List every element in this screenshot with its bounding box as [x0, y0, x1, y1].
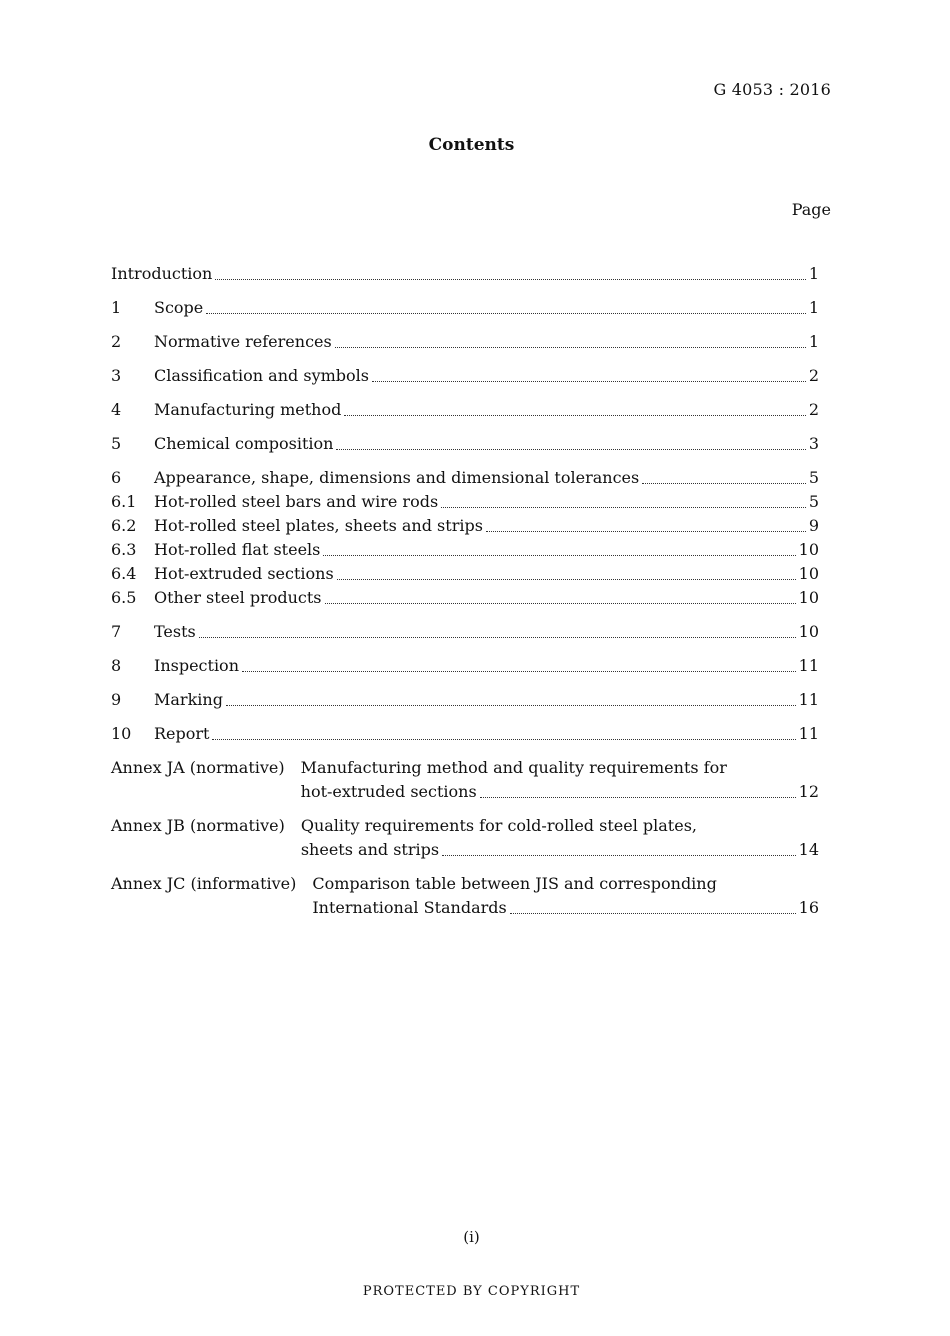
dot-leader — [323, 554, 795, 556]
toc-entry-page: 11 — [798, 656, 819, 675]
toc-entry-number: 10 — [111, 724, 132, 743]
toc-entry-other-products[interactable] — [111, 586, 819, 610]
toc-entry-marking[interactable] — [111, 688, 819, 712]
toc-entry-classification[interactable] — [111, 364, 819, 388]
toc-entry-page: 11 — [798, 690, 819, 709]
toc-entry-label: Scope — [154, 298, 204, 317]
toc-entry-page: 11 — [798, 724, 819, 743]
toc-annex-ja[interactable] — [111, 756, 819, 804]
toc-entry-page: 10 — [798, 588, 819, 607]
toc-entry-label: Classification and symbols — [154, 366, 369, 385]
copyright-notice: PROTECTED BY COPYRIGHT — [362, 1284, 581, 1299]
toc-entry-label: Hot-rolled steel plates, sheets and strips — [154, 516, 483, 535]
toc-entry-manufacturing-method[interactable] — [111, 398, 819, 422]
annex-title-line: Comparison table between JIS and corresponding — [312, 874, 717, 893]
toc-entry-tests[interactable] — [111, 620, 819, 644]
toc-entry-label: Introduction — [111, 264, 213, 283]
toc-entry-number: 1 — [111, 298, 122, 317]
toc-entry-number: 6.3 — [111, 540, 137, 559]
table-of-contents — [111, 262, 819, 920]
toc-entry-number: 6.1 — [111, 492, 137, 511]
annex-label: Annex JA (normative) — [111, 758, 285, 777]
toc-entry-label: Hot-extruded sections — [154, 564, 334, 583]
dot-leader — [480, 796, 796, 798]
annex-title-line: Manufacturing method and quality requirements for — [300, 758, 727, 777]
toc-entry-report[interactable] — [111, 722, 819, 746]
dot-leader — [199, 636, 796, 638]
dot-leader — [335, 346, 806, 348]
toc-entry-page: 1 — [808, 332, 819, 351]
annex-title — [301, 756, 819, 804]
toc-entry-number: 3 — [111, 366, 122, 385]
page-title: Contents — [428, 135, 515, 155]
toc-entry-number: 2 — [111, 332, 122, 351]
toc-entry-label: Hot-rolled flat steels — [154, 540, 321, 559]
dot-leader — [486, 530, 806, 532]
document-id: G 4053 : 2016 — [713, 80, 831, 99]
dot-leader — [226, 704, 796, 706]
toc-entry-number: 6.4 — [111, 564, 137, 583]
annex-title-line: Quality requirements for cold-rolled steel plates, — [300, 816, 697, 835]
toc-entry-number: 4 — [111, 400, 122, 419]
dot-leader — [215, 278, 805, 280]
annex-title-last-line — [301, 838, 819, 862]
toc-entry-label: Other steel products — [154, 588, 322, 607]
page-folio: (i) — [463, 1228, 480, 1246]
toc-entry-number: 7 — [111, 622, 122, 641]
toc-entry-page: 9 — [808, 516, 819, 535]
dot-leader — [510, 912, 796, 914]
toc-entry-page: 5 — [808, 468, 819, 487]
toc-entry-normative-references[interactable] — [111, 330, 819, 354]
toc-entry-plates-sheets-strips[interactable] — [111, 514, 819, 538]
toc-entry-label: Tests — [154, 622, 196, 641]
annex-title-line: sheets and strips — [300, 840, 440, 859]
toc-entry-page: 1 — [808, 264, 819, 283]
toc-entry-page: 1 — [808, 298, 819, 317]
annex-title-last-line — [301, 780, 819, 804]
dot-leader — [642, 482, 806, 484]
dot-leader — [442, 854, 796, 856]
dot-leader — [325, 602, 796, 604]
dot-leader — [206, 312, 806, 314]
toc-entry-page: 2 — [808, 366, 819, 385]
toc-entry-page: 2 — [808, 400, 819, 419]
annex-title — [312, 872, 819, 920]
annex-title — [301, 814, 819, 862]
toc-entry-appearance[interactable] — [111, 466, 819, 490]
toc-entry-chemical-composition[interactable] — [111, 432, 819, 456]
page-column-heading: Page — [791, 200, 831, 219]
toc-entry-page: 10 — [798, 622, 819, 641]
annex-label: Annex JC (informative) — [111, 874, 297, 893]
toc-entry-number: 6.5 — [111, 588, 137, 607]
toc-entry-page: 16 — [798, 898, 819, 917]
annex-label: Annex JB (normative) — [111, 816, 285, 835]
dot-leader — [441, 506, 806, 508]
toc-entry-label: Marking — [154, 690, 223, 709]
dot-leader — [337, 578, 796, 580]
toc-entry-bars-wire-rods[interactable] — [111, 490, 819, 514]
toc-entry-number: 5 — [111, 434, 122, 453]
dot-leader — [372, 380, 806, 382]
toc-entry-extruded-sections[interactable] — [111, 562, 819, 586]
toc-entry-page: 5 — [808, 492, 819, 511]
toc-entry-page: 14 — [798, 840, 819, 859]
dot-leader — [242, 670, 796, 672]
toc-entry-number: 9 — [111, 690, 122, 709]
toc-entry-introduction[interactable] — [111, 262, 819, 286]
toc-entry-number: 8 — [111, 656, 122, 675]
toc-entry-page: 10 — [798, 540, 819, 559]
toc-entry-label: Normative references — [154, 332, 332, 351]
toc-entry-number: 6.2 — [111, 516, 137, 535]
annex-title-line: International Standards — [312, 898, 507, 917]
toc-entry-page: 10 — [798, 564, 819, 583]
annex-title-line: hot-extruded sections — [300, 782, 477, 801]
toc-entry-label: Hot-rolled steel bars and wire rods — [154, 492, 439, 511]
toc-entry-flat-steels[interactable] — [111, 538, 819, 562]
toc-entry-page: 12 — [798, 782, 819, 801]
dot-leader — [344, 414, 805, 416]
toc-entry-page: 3 — [808, 434, 819, 453]
toc-entry-inspection[interactable] — [111, 654, 819, 678]
toc-annex-jb[interactable] — [111, 814, 819, 862]
toc-annex-jc[interactable] — [111, 872, 819, 920]
toc-entry-label: Chemical composition — [154, 434, 334, 453]
toc-entry-label: Manufacturing method — [154, 400, 342, 419]
toc-entry-label: Report — [154, 724, 210, 743]
dot-leader — [336, 448, 805, 450]
toc-entry-scope[interactable] — [111, 296, 819, 320]
toc-entry-number: 6 — [111, 468, 122, 487]
toc-entry-label: Appearance, shape, dimensions and dimensional tolerances — [154, 468, 640, 487]
toc-entry-label: Inspection — [154, 656, 239, 675]
annex-title-last-line — [312, 896, 819, 920]
dot-leader — [212, 738, 795, 740]
